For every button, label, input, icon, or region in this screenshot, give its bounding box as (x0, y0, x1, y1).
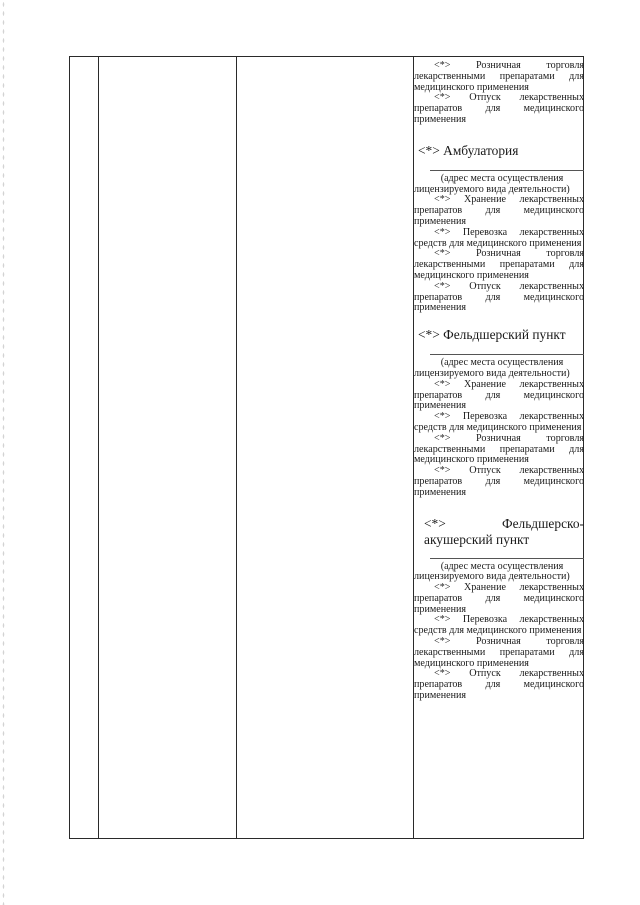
site-heading-ambulatory: <*> Амбулатория (418, 142, 519, 158)
scan-edge-marks (2, 0, 5, 905)
site-heading-feldsher-point: <*> Фельдшерский пункт (418, 327, 566, 343)
continuation-dispensing: <*> Отпуск лекарственных препаратов для медицинского применения (414, 92, 584, 125)
activity-retail: <*> Розничная торговля лекарственными препаратами для медицинского применения (414, 248, 584, 281)
activity-dispensing: <*> Отпуск лекарственных препаратов для медицинского применения (414, 668, 584, 702)
address-caption-line2: лицензируемого вида деятельности) (414, 571, 570, 583)
table-border-left (69, 56, 70, 839)
activity-dispensing: <*> Отпуск лекарственных препаратов для медицинского применения (414, 280, 584, 314)
activity-transport: <*> Перевозка лекарственных средств для медицинского применения (414, 226, 584, 249)
table-column-divider-1 (98, 56, 99, 839)
address-caption-line1: (адрес места осуществления (440, 172, 564, 184)
activity-transport: <*> Перевозка лекарственных средств для медицинского применения (414, 411, 584, 433)
activity-retail: <*> Розничная торговля лекарственными препаратами для медицинского применения (414, 636, 584, 669)
address-caption-line2: лицензируемого вида деятельности) (414, 183, 570, 195)
table-border-bottom (69, 838, 584, 839)
activity-storage: <*> Хранение лекарственных препаратов для медицинского применения (414, 194, 584, 227)
activity-dispensing: <*> Отпуск лекарственных препаратов для медицинского применения (414, 465, 584, 498)
address-caption-line2: лицензируемого вида деятельности) (414, 367, 570, 379)
activity-storage: <*> Хранение лекарственных препаратов для медицинского применения (414, 378, 584, 412)
activity-retail: <*> Розничная торговля лекарственными препаратами для медицинского применения (414, 432, 584, 466)
continuation-retail: <*> Розничная торговля лекарственными препаратами для медицинского применения (414, 60, 584, 93)
table-column-divider-2 (236, 56, 237, 839)
address-caption-line1: (адрес места осуществления (440, 357, 564, 369)
activity-storage: <*> Хранение лекарственных препаратов для медицинского применения (414, 582, 584, 615)
site-heading-feldsher-obstetric-point: <*> Фельдшерско-акушерский пункт (424, 515, 584, 547)
document-table (69, 56, 584, 839)
activity-transport: <*> Перевозка лекарственных средств для медицинского применения (414, 614, 584, 637)
address-caption-line1: (адрес места осуществления (440, 560, 564, 572)
activities-column (414, 56, 584, 702)
